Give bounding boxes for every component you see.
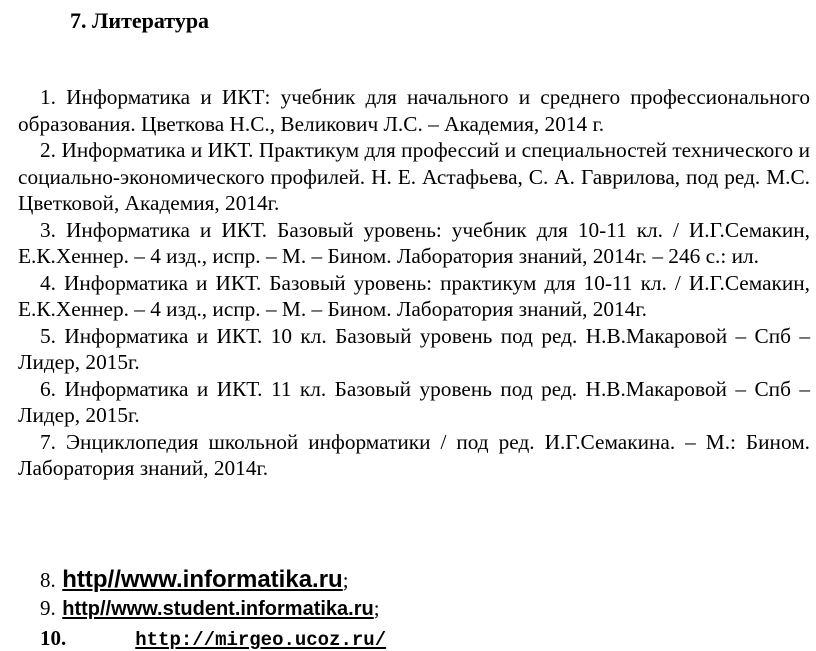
item-text: Информатика и ИКТ. Практикум для профессий и специальностей технического и социально-экономического профилей. Н. Е. Астафьева, С. А. Гаврилова, под ред. М.С. Цветковой, Академия, 2014г. bbox=[18, 138, 810, 215]
list-item-link-8 bbox=[40, 566, 349, 594]
item-number: 1. bbox=[40, 85, 56, 109]
item-number: 10. bbox=[40, 626, 67, 650]
list-item bbox=[18, 84, 810, 137]
item-suffix: ; bbox=[342, 568, 349, 592]
item-number: 7. bbox=[40, 429, 56, 454]
link-student-informatika[interactable]: http//www.student.informatika.ru bbox=[62, 598, 374, 620]
item-number: 8. bbox=[40, 568, 56, 592]
item-text: Информатика и ИКТ. 11 кл. Базовый уровень под ред. Н.В.Макаровой – Спб – Лидер, 2015г. bbox=[18, 376, 811, 427]
link-informatika[interactable]: http//www.informatika.ru bbox=[62, 566, 343, 593]
item-text: Информатика и ИКТ. 10 кл. Базовый уровень под ред. Н.В.Макаровой – Спб – Лидер, 2015г. bbox=[18, 323, 810, 374]
list-item-link-9 bbox=[40, 596, 380, 621]
item-number: 4. bbox=[40, 270, 56, 295]
list-item bbox=[18, 376, 810, 429]
list-item bbox=[18, 323, 810, 376]
list-item bbox=[18, 429, 810, 482]
item-number: 2. bbox=[40, 138, 56, 162]
references-list bbox=[18, 84, 810, 482]
link-mirgeo[interactable]: http://mirgeo.ucoz.ru/ bbox=[135, 629, 387, 651]
item-number: 3. bbox=[40, 217, 56, 242]
item-text: Энциклопедия школьной информатики / под ред. И.Г.Семакина. – М.: Бином. Лаборатория знаний, 2014г. bbox=[18, 429, 811, 480]
section-heading: 7. Литература bbox=[70, 8, 210, 33]
item-suffix: ; bbox=[373, 596, 380, 620]
list-item-link-10 bbox=[40, 626, 386, 651]
list-item bbox=[18, 217, 810, 270]
list-item bbox=[18, 270, 810, 323]
item-text: Информатика и ИКТ: учебник для начального и среднего профессионального образования. Цветкова Н.С., Великович Л.С. – Академия, 2014 г. bbox=[18, 85, 811, 136]
item-number: 6. bbox=[40, 376, 56, 401]
list-item bbox=[18, 137, 810, 217]
item-number: 9. bbox=[40, 596, 56, 620]
item-number: 5. bbox=[40, 323, 56, 348]
item-text: Информатика и ИКТ. Базовый уровень: практикум для 10-11 кл. / И.Г.Семакин, Е.К.Хеннер. – 4 изд., испр. – М. – Бином. Лаборатория знаний, 2014г. bbox=[18, 270, 810, 321]
item-text: Информатика и ИКТ. Базовый уровень: учебник для 10-11 кл. / И.Г.Семакин, Е.К.Хеннер. – 4 изд., испр. – М. – Бином. Лаборатория знаний, 2014г. – 246 с.: ил. bbox=[18, 217, 811, 268]
